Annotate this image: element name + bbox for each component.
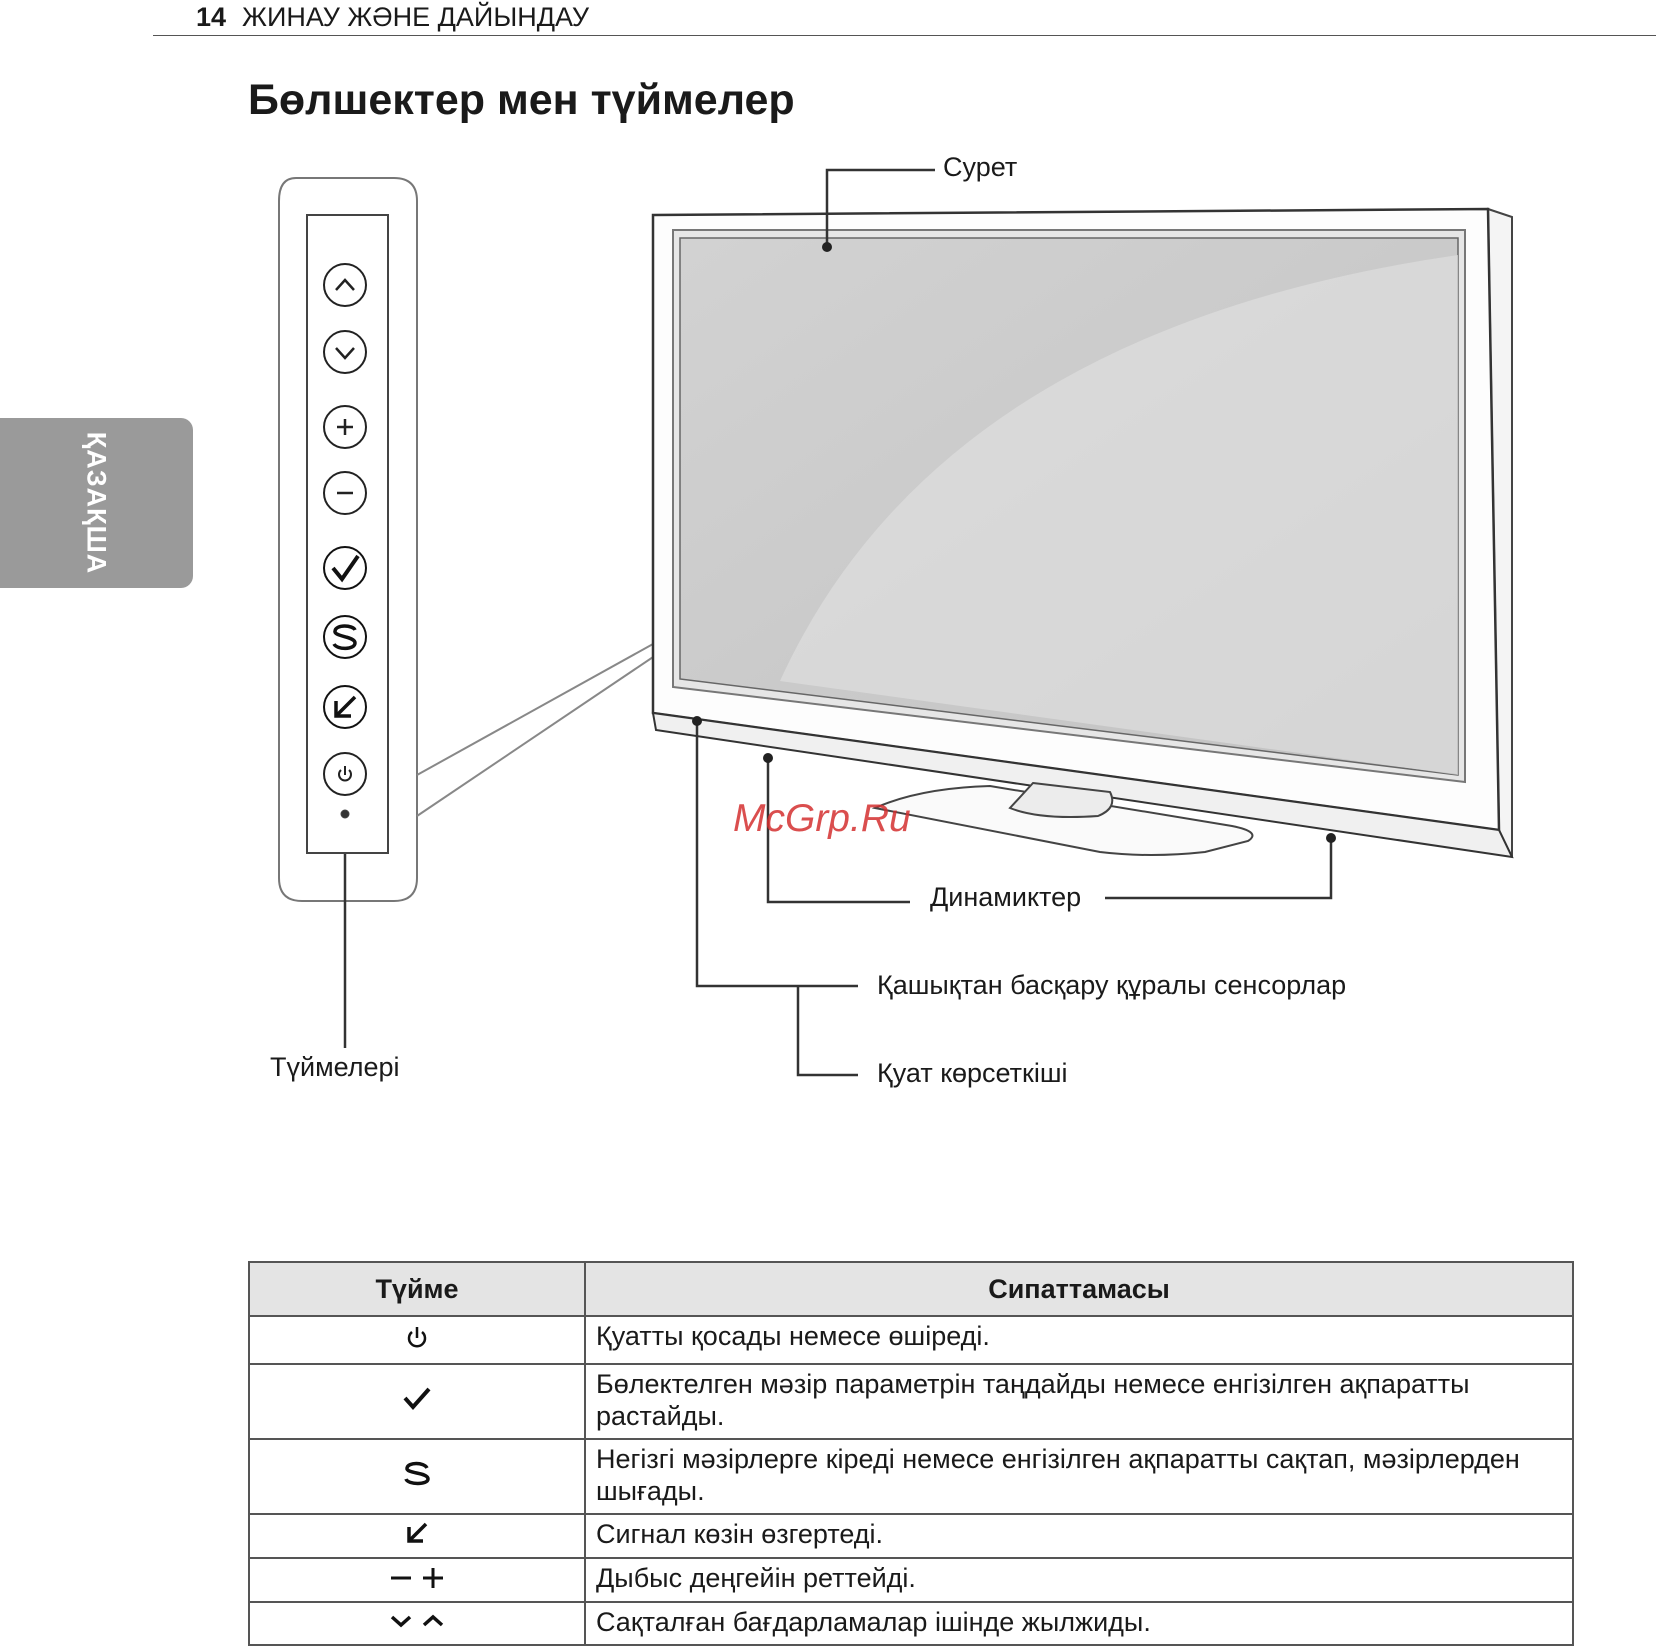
language-tab-label: ҚАЗАҚША (81, 431, 112, 575)
row-description: Сақталған бағдарламалар ішінде жылжиды. (585, 1602, 1573, 1645)
channel-down-up-icon (387, 1607, 447, 1633)
table-row (249, 1439, 1573, 1514)
row-description: Сигнал көзін өзгертеді. (585, 1514, 1573, 1558)
settings-s-icon (324, 616, 366, 658)
table-row (249, 1316, 1573, 1364)
header-button: Түйме (249, 1262, 585, 1316)
power-indicator-label: Қуат көрсеткіші (877, 1058, 1068, 1088)
minus-icon (324, 472, 366, 514)
page-title: Бөлшектер мен түймелер (248, 76, 795, 124)
input-arrow-icon (404, 1520, 430, 1546)
speakers-label: Динамиктер (930, 882, 1082, 912)
tv-illustration (653, 209, 1512, 857)
header-description: Сипаттамасы (585, 1262, 1573, 1316)
buttons-label: Түймелері (270, 1052, 400, 1082)
button-panel (279, 178, 417, 901)
input-arrow-icon (324, 686, 366, 728)
check-icon (324, 547, 366, 589)
volume-minus-plus-icon (387, 1564, 447, 1590)
chevron-up-icon (324, 264, 366, 306)
picture-label: Сурет (943, 152, 1018, 182)
power-icon (324, 753, 366, 795)
plus-icon (324, 406, 366, 448)
button-table (248, 1261, 1574, 1646)
page-number: 14 (196, 2, 227, 32)
watermark: McGrp.Ru (733, 797, 911, 840)
table-row (249, 1558, 1573, 1602)
row-description: Негізгі мәзірлерге кіреді немесе енгізілген ақпаратты сақтап, мәзірлерден шығады. (585, 1439, 1573, 1514)
table-row (249, 1364, 1573, 1439)
settings-s-icon (402, 1460, 432, 1486)
table-row (249, 1514, 1573, 1558)
power-icon (404, 1324, 430, 1350)
table-row (249, 1602, 1573, 1645)
chevron-down-icon (324, 331, 366, 373)
row-description: Қуатты қосады немесе өшіреді. (585, 1316, 1573, 1364)
table-header-row (249, 1262, 1573, 1316)
row-description: Дыбыс деңгейін реттейді. (585, 1558, 1573, 1602)
check-icon (402, 1385, 432, 1411)
remote-sensors-label: Қашықтан басқару құралы сенсорлар (877, 970, 1347, 1000)
section-title: ЖИНАУ ЖӘНЕ ДАЙЫНДАУ (242, 2, 589, 32)
row-description: Бөлектелген мәзір параметрін таңдайды немесе енгізілген ақпаратты растайды. (585, 1364, 1573, 1439)
